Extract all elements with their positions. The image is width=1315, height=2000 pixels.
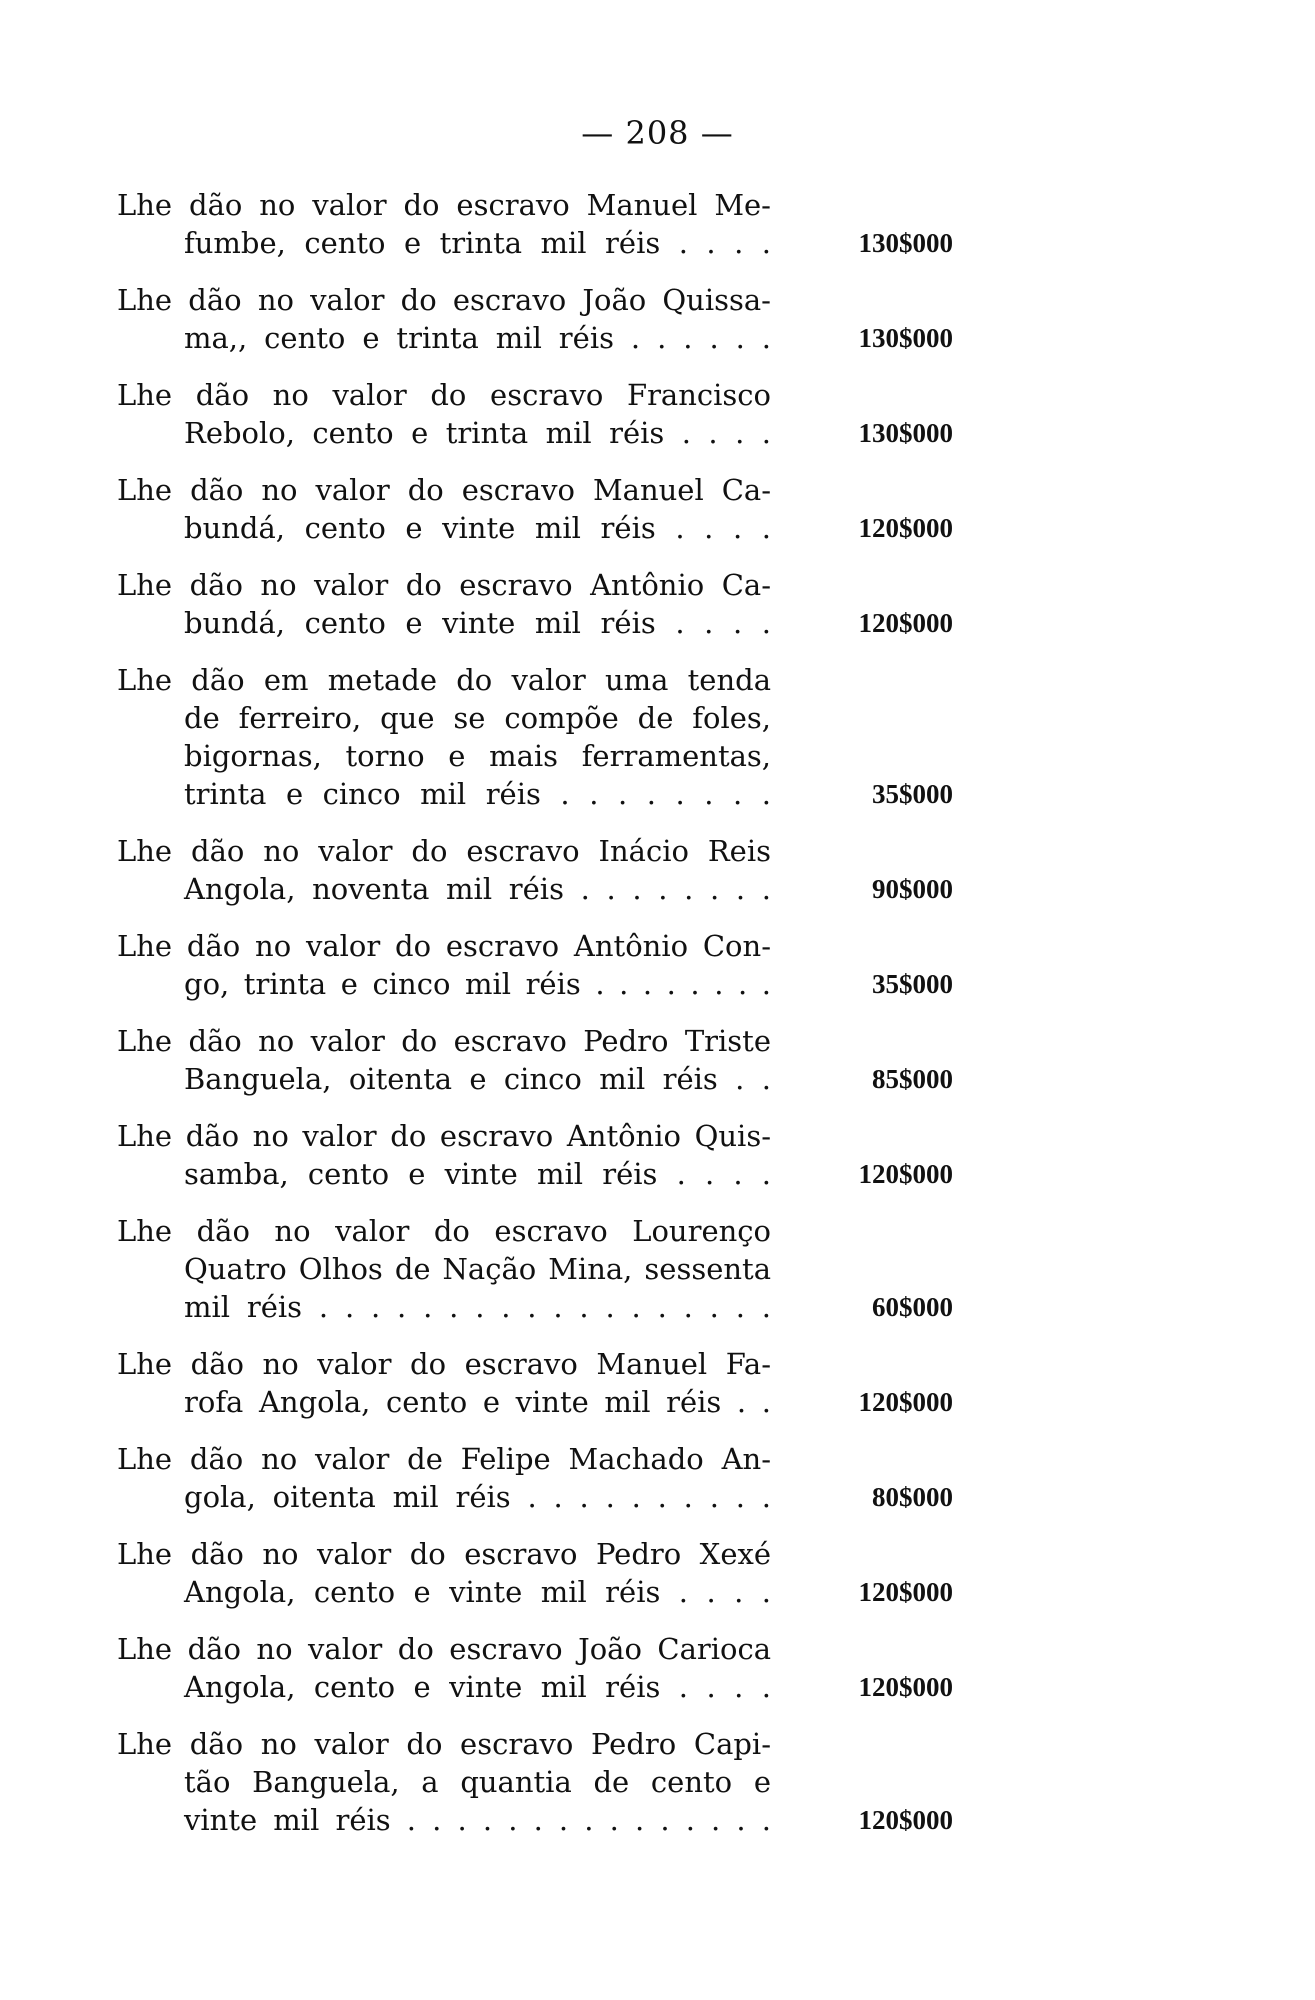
entry <box>0 1440 1315 1516</box>
entry-line: de ferreiro, que se compõe de foles, <box>184 701 771 735</box>
entry-amount: 120$000 <box>858 513 953 543</box>
entry <box>0 1345 1315 1421</box>
entry-line: Banguela, oitenta e cinco mil réis . . <box>184 1062 771 1096</box>
entry-line: bundá, cento e vinte mil réis . . . . <box>184 606 771 640</box>
entry-line: vinte mil réis . . . . . . . . . . . . . . . <box>184 1803 771 1837</box>
entries-list <box>0 186 1315 1858</box>
entry-line: Lhe dão no valor do escravo Pedro Triste <box>117 1024 771 1058</box>
entry-line: Angola, noventa mil réis . . . . . . . . <box>184 872 771 906</box>
entry-line: rofa Angola, cento e vinte mil réis . . <box>184 1385 771 1419</box>
entry-amount: 120$000 <box>858 1387 953 1417</box>
entry <box>0 661 1315 813</box>
entry-amount: 130$000 <box>858 228 953 258</box>
entry <box>0 471 1315 547</box>
entry-line: Lhe dão no valor do escravo João Quissa- <box>117 283 771 317</box>
entry <box>0 376 1315 452</box>
entry-line: Lhe dão no valor do escravo João Carioca <box>117 1632 771 1666</box>
entry <box>0 1535 1315 1611</box>
entry-amount: 120$000 <box>858 608 953 638</box>
entry-amount: 120$000 <box>858 1159 953 1189</box>
entry <box>0 186 1315 262</box>
entry-line: Lhe dão no valor de Felipe Machado An- <box>117 1442 771 1476</box>
entry <box>0 832 1315 908</box>
entry-amount: 120$000 <box>858 1577 953 1607</box>
entry-amount: 130$000 <box>858 323 953 353</box>
entry-amount: 130$000 <box>858 418 953 448</box>
entry-line: Lhe dão no valor do escravo Antônio Con- <box>117 929 771 963</box>
entry-line: Lhe dão no valor do escravo Manuel Fa- <box>117 1347 771 1381</box>
entry-amount: 85$000 <box>872 1064 953 1094</box>
entry-line: Lhe dão no valor do escravo Antônio Quis- <box>117 1119 771 1153</box>
entry-line: samba, cento e vinte mil réis . . . . <box>184 1157 771 1191</box>
entry-amount: 60$000 <box>872 1292 953 1322</box>
entry-line: Lhe dão no valor do escravo Pedro Capi- <box>117 1727 771 1761</box>
entry-line: Lhe dão no valor do escravo Manuel Ca- <box>117 473 771 507</box>
entry <box>0 1022 1315 1098</box>
entry <box>0 1212 1315 1326</box>
entry-line: Angola, cento e vinte mil réis . . . . <box>184 1575 771 1609</box>
entry-line: go, trinta e cinco mil réis . . . . . . . . <box>184 967 771 1001</box>
entry-line: Lhe dão no valor do escravo Manuel Me- <box>117 188 771 222</box>
entry-line: Lhe dão no valor do escravo Inácio Reis <box>117 834 771 868</box>
entry-line: ma,, cento e trinta mil réis . . . . . . <box>184 321 771 355</box>
entry <box>0 281 1315 357</box>
entry <box>0 1117 1315 1193</box>
entry-amount: 35$000 <box>872 969 953 999</box>
entry-amount: 120$000 <box>858 1672 953 1702</box>
entry <box>0 927 1315 1003</box>
page-number: — 208 — <box>581 114 734 152</box>
entry <box>0 1725 1315 1839</box>
entry-line: Lhe dão no valor do escravo Pedro Xexé <box>117 1537 771 1571</box>
entry-line: mil réis . . . . . . . . . . . . . . . . . . <box>184 1290 771 1324</box>
entry-line: Lhe dão no valor do escravo Francisco <box>117 378 771 412</box>
entry-line: bigornas, torno e mais ferramentas, <box>184 739 771 773</box>
entry <box>0 1630 1315 1706</box>
entry-line: bundá, cento e vinte mil réis . . . . <box>184 511 771 545</box>
entry-line: Rebolo, cento e trinta mil réis . . . . <box>184 416 771 450</box>
entry-line: fumbe, cento e trinta mil réis . . . . <box>184 226 771 260</box>
entry-line: gola, oitenta mil réis . . . . . . . . . . <box>184 1480 771 1514</box>
entry-amount: 35$000 <box>872 779 953 809</box>
entry <box>0 566 1315 642</box>
entry-line: Quatro Olhos de Nação Mina, sessenta <box>184 1252 771 1286</box>
entry-line: tão Banguela, a quantia de cento e <box>184 1765 771 1799</box>
entry-amount: 90$000 <box>872 874 953 904</box>
entry-line: Angola, cento e vinte mil réis . . . . <box>184 1670 771 1704</box>
entry-line: trinta e cinco mil réis . . . . . . . . <box>184 777 771 811</box>
entry-amount: 120$000 <box>858 1805 953 1835</box>
entry-line: Lhe dão em metade do valor uma tenda <box>117 663 771 697</box>
entry-amount: 80$000 <box>872 1482 953 1512</box>
entry-line: Lhe dão no valor do escravo Antônio Ca- <box>117 568 771 602</box>
entry-line: Lhe dão no valor do escravo Lourenço <box>117 1214 771 1248</box>
